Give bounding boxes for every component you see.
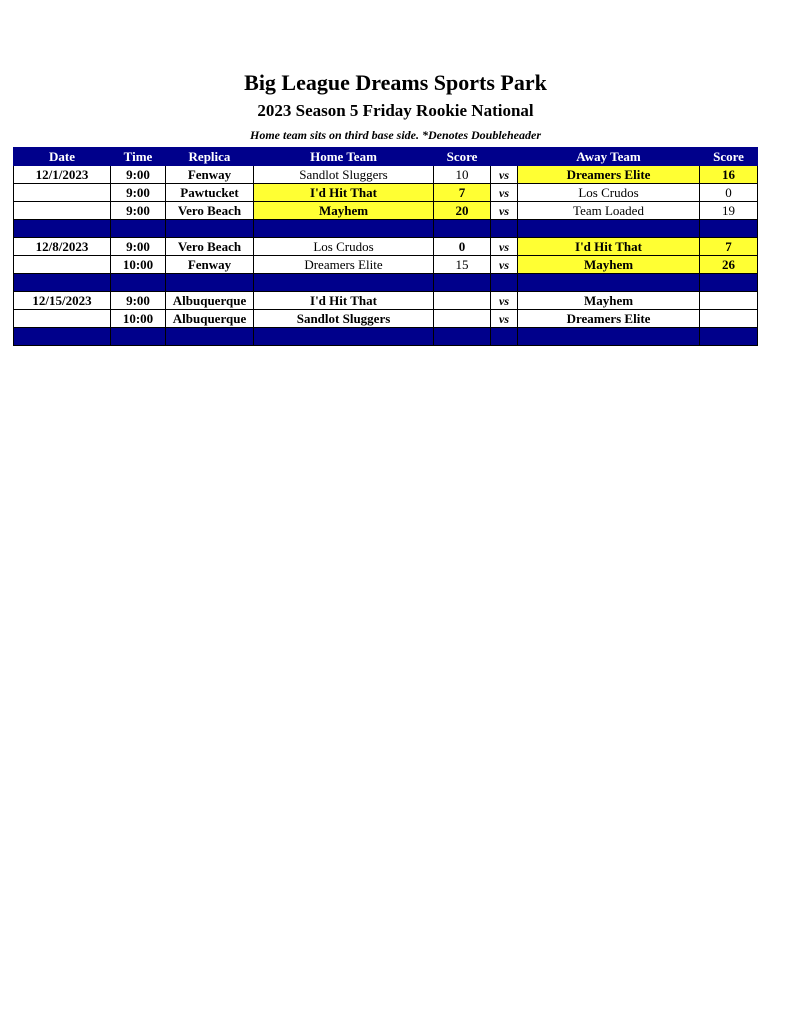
cell-away-score: 26 [700,256,758,274]
cell-away-team: Los Crudos [518,184,700,202]
col-header-home-score: Score [434,148,491,166]
table-row [14,184,758,202]
cell-time: 9:00 [111,166,166,184]
cell-away-score: 19 [700,202,758,220]
cell-time: 9:00 [111,184,166,202]
table-row [14,256,758,274]
cell-replica: Albuquerque [166,292,254,310]
cell-home-team: I'd Hit That [254,292,434,310]
cell-home-score [434,310,491,328]
cell-date [14,256,111,274]
cell-home-score: 7 [434,184,491,202]
cell-vs: vs [491,166,518,184]
cell-date [14,184,111,202]
cell-away-score: 16 [700,166,758,184]
col-header-time: Time [111,148,166,166]
cell-replica: Fenway [166,166,254,184]
page-title: Big League Dreams Sports Park [244,70,547,95]
col-header-date: Date [14,148,111,166]
cell-home-team: Los Crudos [254,238,434,256]
cell-away-team: Mayhem [518,292,700,310]
cell-home-score: 15 [434,256,491,274]
col-header-home-team: Home Team [254,148,434,166]
cell-replica: Vero Beach [166,202,254,220]
cell-time: 10:00 [111,310,166,328]
cell-home-team: I'd Hit That [254,184,434,202]
cell-away-score: 0 [700,184,758,202]
cell-time: 10:00 [111,256,166,274]
cell-time: 9:00 [111,238,166,256]
cell-home-team: Dreamers Elite [254,256,434,274]
cell-replica: Vero Beach [166,238,254,256]
col-header-away-team: Away Team [518,148,700,166]
cell-away-score: 7 [700,238,758,256]
cell-away-team: I'd Hit That [518,238,700,256]
table-row [14,292,758,310]
cell-replica: Albuquerque [166,310,254,328]
cell-vs: vs [491,184,518,202]
cell-home-score: 0 [434,238,491,256]
separator-row [14,220,758,238]
col-header-replica: Replica [166,148,254,166]
cell-time: 9:00 [111,292,166,310]
cell-away-team: Team Loaded [518,202,700,220]
table-row [14,238,758,256]
cell-replica: Fenway [166,256,254,274]
cell-vs: vs [491,292,518,310]
table-row [14,202,758,220]
cell-date: 12/15/2023 [14,292,111,310]
cell-away-team: Dreamers Elite [518,166,700,184]
cell-home-score [434,292,491,310]
cell-vs: vs [491,256,518,274]
cell-replica: Pawtucket [166,184,254,202]
separator-row [14,274,758,292]
cell-away-score [700,310,758,328]
cell-vs: vs [491,202,518,220]
schedule-table [13,147,758,346]
separator-row [14,328,758,346]
cell-time: 9:00 [111,202,166,220]
table-header-row [14,148,758,166]
table-row [14,166,758,184]
cell-home-team: Sandlot Sluggers [254,310,434,328]
cell-vs: vs [491,310,518,328]
cell-away-team: Mayhem [518,256,700,274]
col-header-away-score: Score [700,148,758,166]
table-row [14,310,758,328]
page-subtitle: 2023 Season 5 Friday Rookie National [257,101,534,120]
cell-home-score: 10 [434,166,491,184]
cell-away-team: Dreamers Elite [518,310,700,328]
schedule-note: Home team sits on third base side. *Denotes Doubleheader [250,128,541,142]
cell-date: 12/8/2023 [14,238,111,256]
cell-home-score: 20 [434,202,491,220]
cell-date [14,202,111,220]
cell-date: 12/1/2023 [14,166,111,184]
cell-date [14,310,111,328]
cell-away-score [700,292,758,310]
cell-vs: vs [491,238,518,256]
cell-home-team: Sandlot Sluggers [254,166,434,184]
cell-home-team: Mayhem [254,202,434,220]
col-header-vs [491,148,518,166]
